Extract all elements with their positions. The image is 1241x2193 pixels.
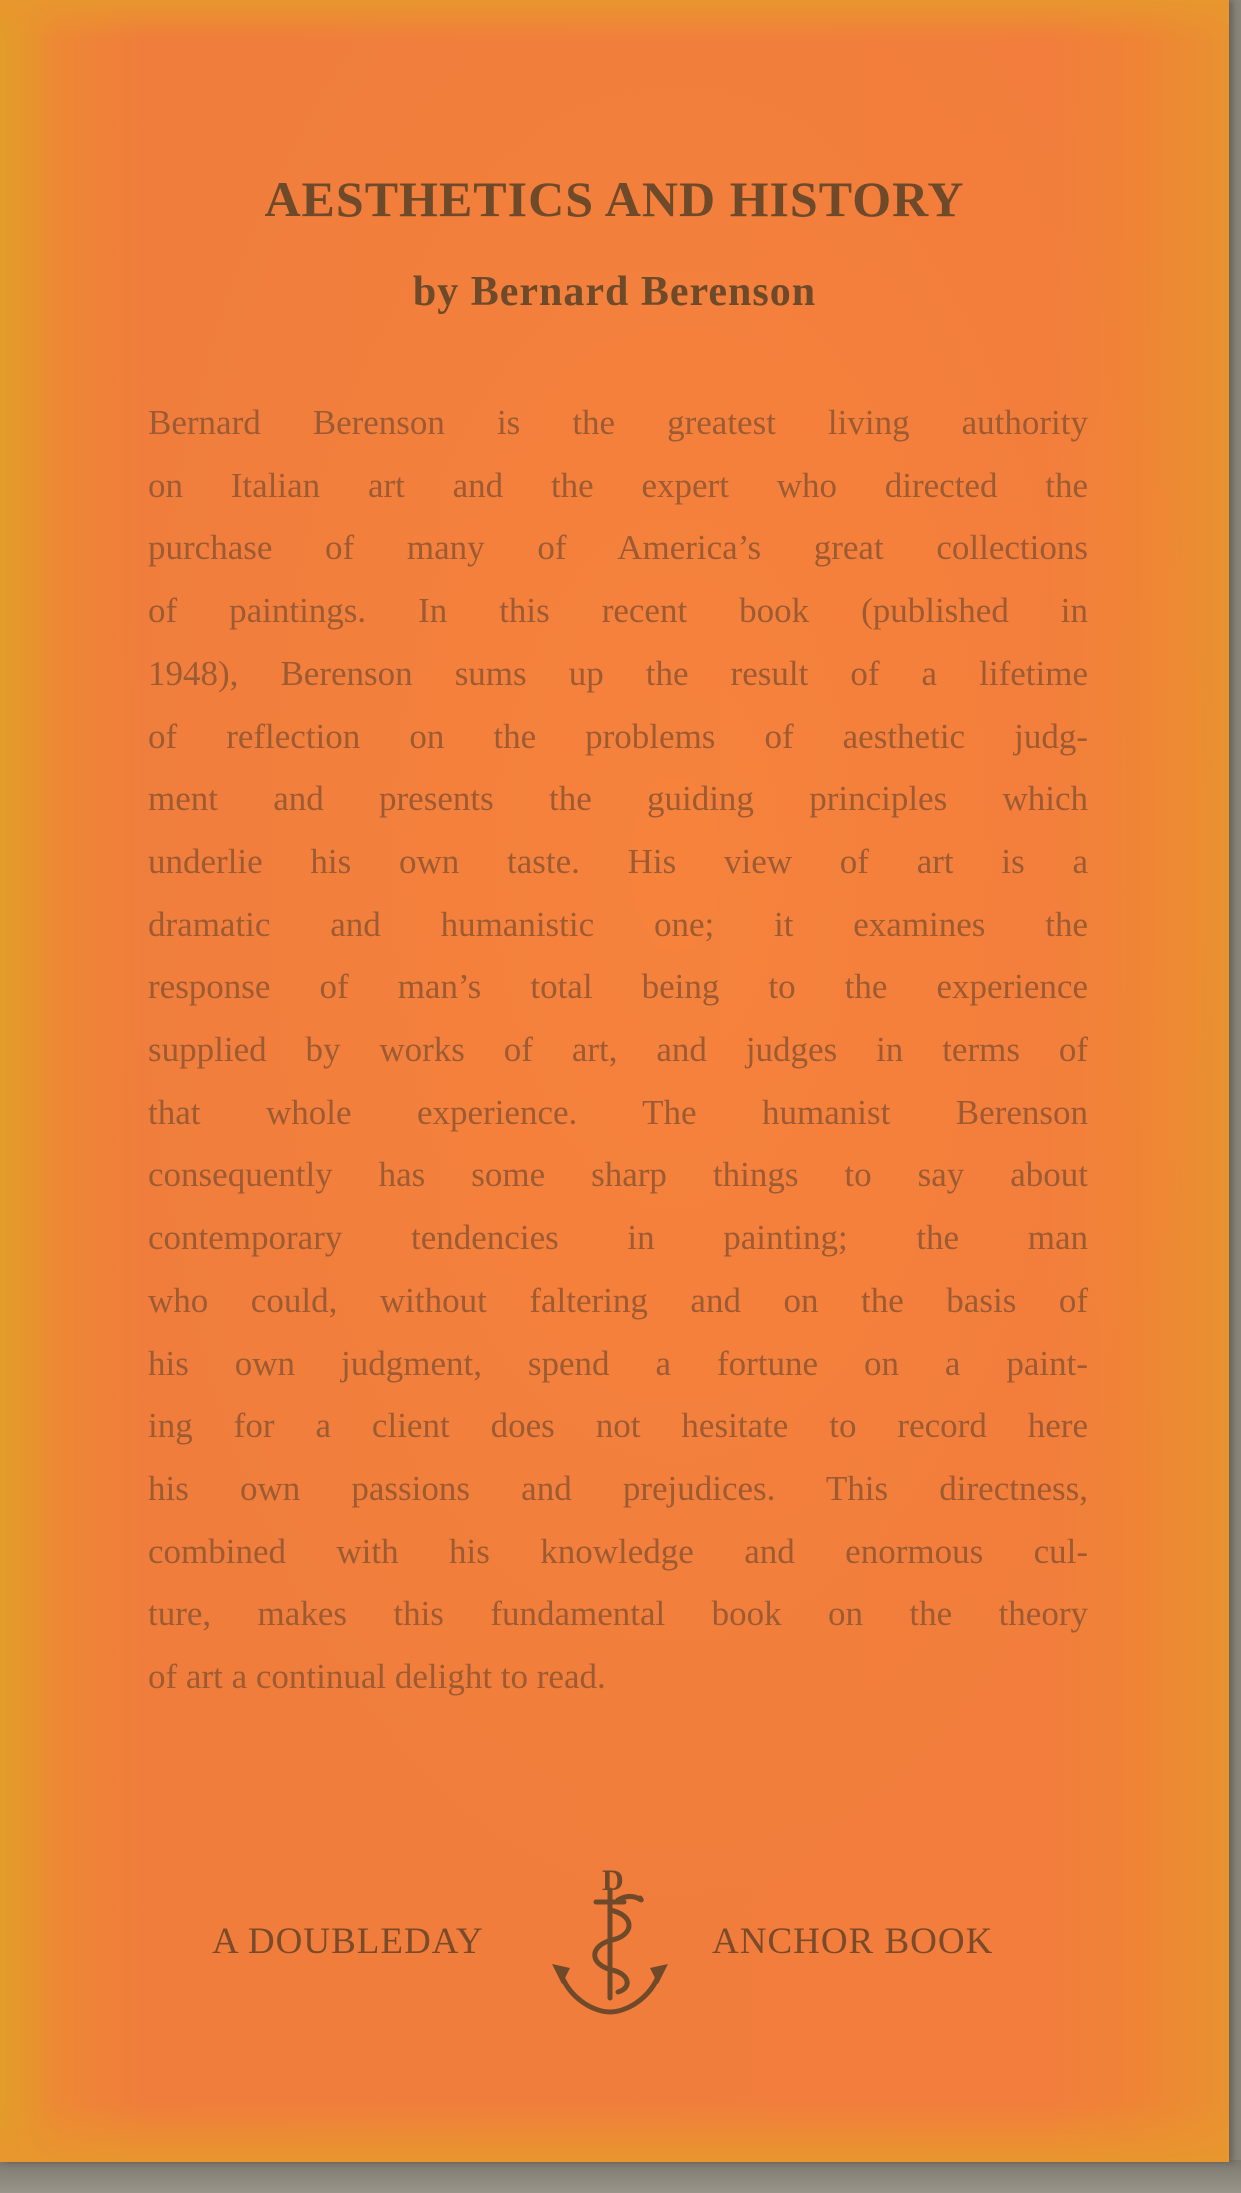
blurb-line: ment and presents the guiding principles which [148, 779, 1088, 819]
blurb-line: response of man’s total being to the experience [148, 967, 1088, 1007]
blurb-line: combined with his knowledge and enormous cul- [148, 1531, 1088, 1571]
blurb-line: Bernard Berenson is the greatest living authority [148, 403, 1088, 442]
blurb-line: that whole experience. The humanist Berenson [148, 1092, 1088, 1132]
logo-letter: D [602, 1864, 624, 1897]
blurb-line: purchase of many of America’s great collections [148, 528, 1088, 568]
blurb-line: of paintings. In this recent book (published in [148, 591, 1088, 631]
blurb-line: on Italian art and the expert who directed the [148, 465, 1088, 505]
blurb-line: ing for a client does not hesitate to record here [148, 1406, 1088, 1446]
publisher-name-left: A DOUBLEDAY [212, 1921, 484, 1962]
book-title: AESTHETICS AND HISTORY [264, 171, 965, 227]
blurb-line: dramatic and humanistic one; it examines the [148, 904, 1088, 944]
blurb-line: consequently has some sharp things to say about [148, 1155, 1088, 1195]
cover-top-edge [0, 0, 1229, 40]
publisher-name-right: ANCHOR BOOK [712, 1921, 994, 1962]
anchor-icon [540, 1860, 680, 2020]
blurb-line: ture, makes this fundamental book on the theory [148, 1594, 1088, 1634]
blurb-line: of art a continual delight to read. [148, 1657, 606, 1697]
blurb-line: who could, without faltering and on the basis of [148, 1280, 1088, 1320]
blurb-line: of reflection on the problems of aesthetic judg- [148, 716, 1088, 756]
blurb-line: underlie his own taste. His view of art is a [148, 841, 1088, 881]
blurb-line: his own judgment, spend a fortune on a paint- [148, 1343, 1088, 1383]
blurb-line: 1948), Berenson sums up the result of a lifetime [148, 653, 1088, 693]
publisher-imprint [0, 1860, 1229, 2020]
blurb-line: his own passions and prejudices. This directness, [148, 1468, 1088, 1508]
description-blurb [148, 392, 1088, 1709]
spine-edge [0, 0, 55, 2162]
blurb-line: supplied by works of art, and judges in terms of [148, 1030, 1088, 1070]
blurb-line: contemporary tendencies in painting; the man [148, 1218, 1088, 1258]
author-byline: by Bernard Berenson [412, 269, 817, 315]
background-surface [0, 2160, 1241, 2193]
cover-bottom-edge [0, 2102, 1229, 2162]
